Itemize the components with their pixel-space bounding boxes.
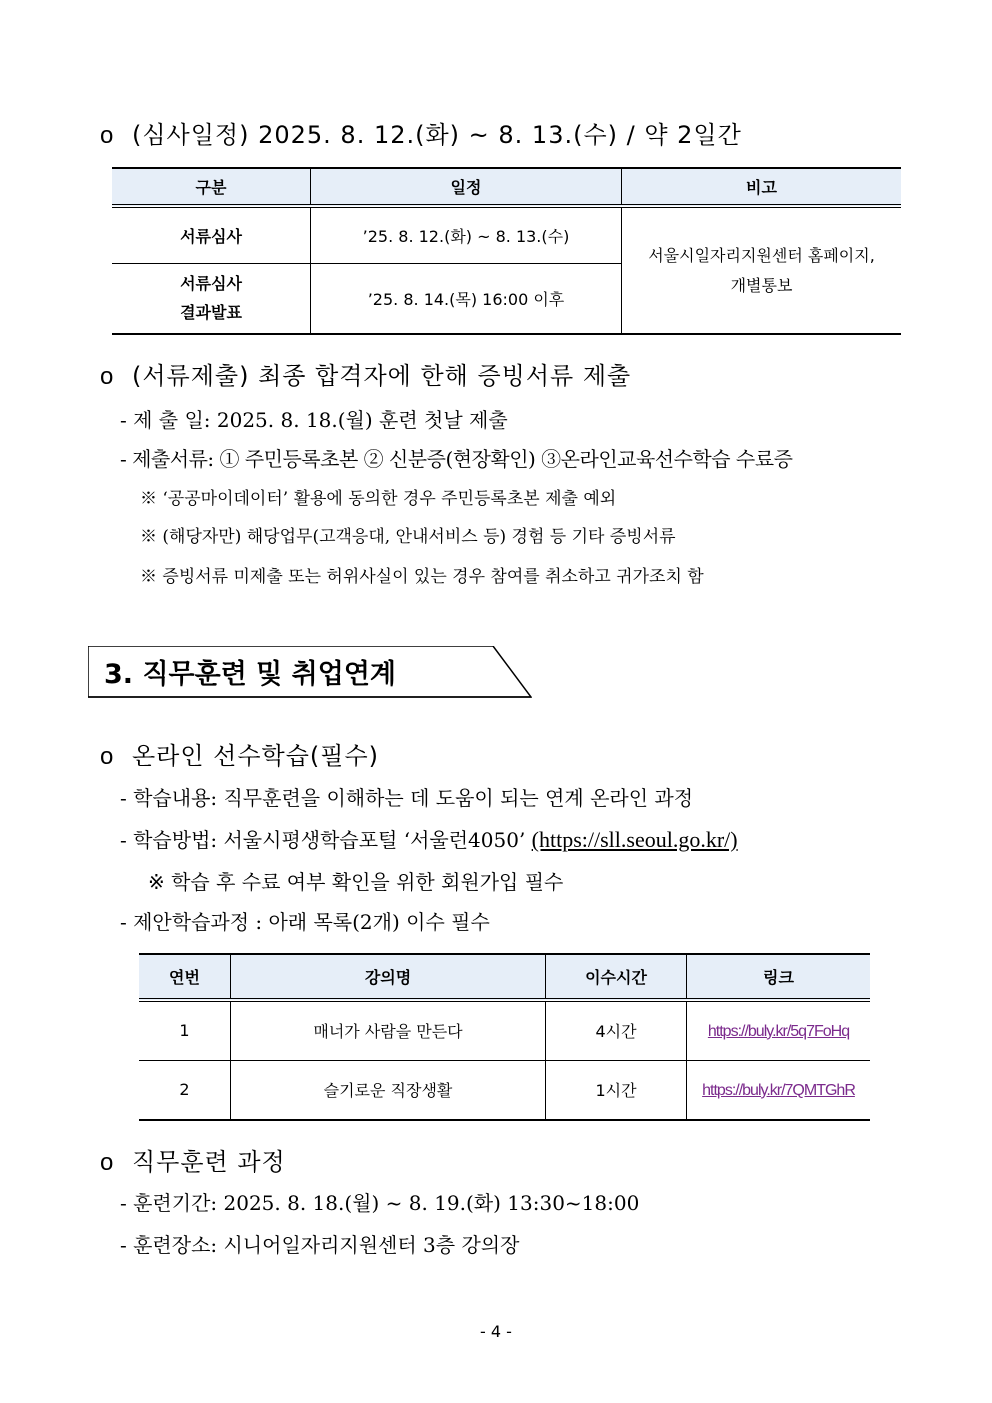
table-row: [112, 206, 901, 263]
course-link[interactable]: https://buly.kr/7QMTGhR: [702, 1081, 855, 1099]
cell-category: [112, 263, 311, 334]
cell-date: ’25. 8. 14.(목) 16:00 이후: [311, 263, 622, 334]
col-header-category: 구분: [112, 168, 311, 206]
online-item-2: [120, 824, 738, 853]
online-item-1: - 학습내용: 직무훈련을 이해하는 데 도움이 되는 연계 온라인 과정: [120, 786, 694, 810]
col-header-date: 일정: [311, 168, 622, 206]
cell-link: [687, 1000, 871, 1060]
online-heading-text: 온라인 선수학습(필수): [132, 742, 380, 770]
note-line-2: 개별통보: [730, 275, 793, 295]
col-header-no: 연번: [139, 954, 231, 1000]
schedule-heading: [100, 115, 742, 150]
documents-item-1: - 제 출 일: 2025. 8. 18.(월) 훈련 첫날 제출: [120, 408, 508, 432]
cell-hours: 4시간: [546, 1000, 687, 1060]
training-heading-text: 직무훈련 과정: [132, 1148, 286, 1176]
training-heading: [100, 1142, 286, 1177]
page-number: - 4 -: [480, 1322, 512, 1341]
bullet-marker: o: [100, 1149, 115, 1176]
cell-name: 슬기로운 직장생활: [231, 1060, 546, 1120]
cell-date: ’25. 8. 12.(화) ~ 8. 13.(수): [311, 206, 622, 263]
documents-note-2: ※ (해당자만) 해당업무(고객응대, 안내서비스 등) 경험 등 기타 증빙서류: [140, 527, 676, 547]
training-item-2: - 훈련장소: 시니어일자리지원센터 3층 강의장: [120, 1233, 520, 1257]
cell-name: 매너가 사람을 만든다: [231, 1000, 546, 1060]
documents-note-1: ※ ‘공공마이데이터’ 활용에 동의한 경우 주민등록초본 제출 예외: [140, 489, 617, 509]
category-line-1: 서류심사: [180, 274, 242, 294]
category-line-2: 결과발표: [180, 303, 242, 323]
col-header-note: 비고: [622, 168, 902, 206]
bullet-marker: o: [100, 363, 115, 390]
portal-link[interactable]: (https://sll.seoul.go.kr/): [531, 827, 738, 852]
cell-hours: 1시간: [546, 1060, 687, 1120]
cell-note: [622, 206, 902, 334]
documents-heading: [100, 356, 631, 391]
cell-link: [687, 1060, 871, 1120]
col-header-hours: 이수시간: [546, 954, 687, 1000]
courses-table: [139, 953, 870, 1121]
schedule-heading-text: (심사일정) 2025. 8. 12.(화) ~ 8. 13.(수) / 약 2일간: [132, 121, 742, 149]
cell-no: 1: [139, 1000, 231, 1060]
bullet-marker: o: [100, 743, 115, 770]
table-row: [139, 1060, 870, 1120]
documents-heading-text: (서류제출) 최종 합격자에 한해 증빙서류 제출: [132, 362, 632, 390]
online-note: ※ 학습 후 수료 여부 확인을 위한 회원가입 필수: [148, 870, 564, 894]
online-heading: [100, 736, 379, 771]
online-item-3: - 제안학습과정 : 아래 목록(2개) 이수 필수: [120, 910, 490, 934]
cell-no: 2: [139, 1060, 231, 1120]
documents-note-3: ※ 증빙서류 미제출 또는 허위사실이 있는 경우 참여를 취소하고 귀가조치 함: [140, 567, 704, 587]
training-item-1: - 훈련기간: 2025. 8. 18.(월) ~ 8. 19.(화) 13:30~18:00: [120, 1191, 640, 1215]
schedule-table: [112, 167, 901, 335]
course-link[interactable]: https://buly.kr/5q7FoHq: [707, 1022, 850, 1040]
section-title: 3. 직무훈련 및 취업연계: [104, 659, 396, 690]
bullet-marker: o: [100, 122, 115, 149]
cell-category: 서류심사: [112, 206, 311, 263]
col-header-name: 강의명: [231, 954, 546, 1000]
col-header-link: 링크: [687, 954, 871, 1000]
table-row: [139, 1000, 870, 1060]
note-line-1: 서울시일자리지원센터 홈페이지,: [648, 245, 875, 265]
online-item-2-text: - 학습방법: 서울시평생학습포털 ‘서울런4050’: [120, 828, 532, 852]
documents-item-2: - 제출서류: ① 주민등록초본 ② 신분증(현장확인) ③온라인교육선수학습 수료증: [120, 447, 793, 471]
